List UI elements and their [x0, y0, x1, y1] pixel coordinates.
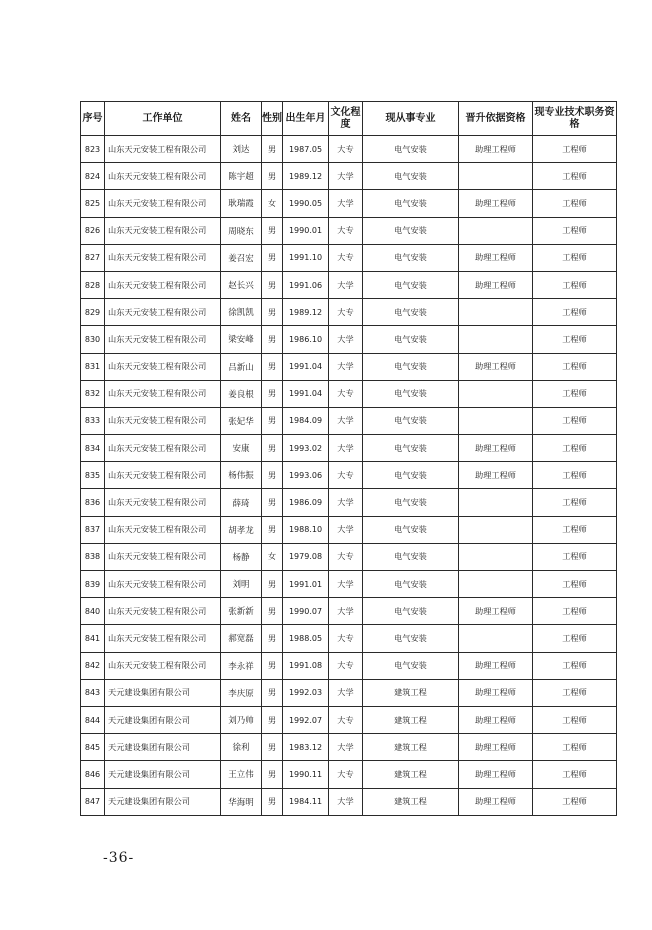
- cell-education: 大专: [329, 380, 363, 407]
- cell-seq: 830: [81, 326, 105, 353]
- cell-education: 大专: [329, 761, 363, 788]
- cell-name: 赵长兴: [221, 271, 262, 298]
- cell-birth: 1991.10: [283, 244, 329, 271]
- cell-title: 工程师: [533, 136, 617, 163]
- table-row: [81, 706, 617, 733]
- header-title: 现专业技术职务资格: [533, 102, 617, 136]
- cell-birth: 1990.01: [283, 217, 329, 244]
- table-row: [81, 407, 617, 434]
- cell-gender: 男: [262, 353, 283, 380]
- cell-unit: 天元建设集团有限公司: [105, 706, 221, 733]
- table-body: [81, 136, 617, 816]
- cell-unit: 山东天元安装工程有限公司: [105, 136, 221, 163]
- cell-gender: 男: [262, 462, 283, 489]
- cell-title: 工程师: [533, 516, 617, 543]
- cell-gender: 男: [262, 571, 283, 598]
- cell-seq: 825: [81, 190, 105, 217]
- cell-title: 工程师: [533, 652, 617, 679]
- cell-name: 刘明: [221, 571, 262, 598]
- table-row: [81, 244, 617, 271]
- table-row: [81, 462, 617, 489]
- cell-basis: [459, 489, 533, 516]
- cell-title: 工程师: [533, 761, 617, 788]
- cell-title: 工程师: [533, 244, 617, 271]
- table-row: [81, 136, 617, 163]
- cell-gender: 男: [262, 380, 283, 407]
- cell-unit: 山东天元安装工程有限公司: [105, 625, 221, 652]
- cell-unit: 山东天元安装工程有限公司: [105, 652, 221, 679]
- cell-gender: 男: [262, 217, 283, 244]
- cell-gender: 男: [262, 244, 283, 271]
- cell-major: 建筑工程: [363, 788, 459, 815]
- cell-major: 电气安装: [363, 543, 459, 570]
- cell-education: 大学: [329, 598, 363, 625]
- table-row: [81, 761, 617, 788]
- cell-major: 电气安装: [363, 217, 459, 244]
- cell-basis: [459, 380, 533, 407]
- header-gender: 性别: [262, 102, 283, 136]
- cell-gender: 男: [262, 271, 283, 298]
- cell-seq: 834: [81, 435, 105, 462]
- cell-unit: 山东天元安装工程有限公司: [105, 489, 221, 516]
- table-row: [81, 217, 617, 244]
- cell-basis: 助理工程师: [459, 761, 533, 788]
- personnel-table: [80, 101, 617, 816]
- cell-birth: 1993.06: [283, 462, 329, 489]
- cell-birth: 1987.05: [283, 136, 329, 163]
- cell-name: 李永祥: [221, 652, 262, 679]
- cell-education: 大学: [329, 163, 363, 190]
- cell-unit: 山东天元安装工程有限公司: [105, 299, 221, 326]
- cell-title: 工程师: [533, 462, 617, 489]
- cell-basis: 助理工程师: [459, 652, 533, 679]
- header-name: 姓名: [221, 102, 262, 136]
- cell-name: 姜良根: [221, 380, 262, 407]
- cell-major: 电气安装: [363, 380, 459, 407]
- cell-title: 工程师: [533, 598, 617, 625]
- cell-birth: 1984.09: [283, 407, 329, 434]
- cell-title: 工程师: [533, 353, 617, 380]
- table-row: [81, 190, 617, 217]
- cell-seq: 823: [81, 136, 105, 163]
- cell-seq: 827: [81, 244, 105, 271]
- cell-basis: [459, 163, 533, 190]
- cell-seq: 832: [81, 380, 105, 407]
- cell-name: 陈宇超: [221, 163, 262, 190]
- cell-seq: 833: [81, 407, 105, 434]
- cell-basis: [459, 407, 533, 434]
- cell-unit: 山东天元安装工程有限公司: [105, 271, 221, 298]
- header-row: [81, 102, 617, 136]
- cell-birth: 1991.04: [283, 380, 329, 407]
- cell-education: 大学: [329, 489, 363, 516]
- cell-seq: 841: [81, 625, 105, 652]
- cell-unit: 山东天元安装工程有限公司: [105, 326, 221, 353]
- cell-major: 电气安装: [363, 516, 459, 543]
- cell-gender: 男: [262, 788, 283, 815]
- cell-title: 工程师: [533, 407, 617, 434]
- table-row: [81, 353, 617, 380]
- cell-name: 刘达: [221, 136, 262, 163]
- cell-major: 电气安装: [363, 353, 459, 380]
- cell-gender: 男: [262, 489, 283, 516]
- cell-birth: 1984.11: [283, 788, 329, 815]
- cell-name: 胡孝龙: [221, 516, 262, 543]
- cell-unit: 天元建设集团有限公司: [105, 788, 221, 815]
- header-basis: 晋升依据资格: [459, 102, 533, 136]
- cell-major: 电气安装: [363, 190, 459, 217]
- cell-title: 工程师: [533, 734, 617, 761]
- cell-major: 电气安装: [363, 271, 459, 298]
- cell-title: 工程师: [533, 271, 617, 298]
- header-unit: 工作单位: [105, 102, 221, 136]
- cell-basis: 助理工程师: [459, 598, 533, 625]
- table-header: [81, 102, 617, 136]
- cell-seq: 824: [81, 163, 105, 190]
- cell-major: 电气安装: [363, 163, 459, 190]
- cell-major: 电气安装: [363, 489, 459, 516]
- cell-major: 建筑工程: [363, 761, 459, 788]
- cell-education: 大学: [329, 353, 363, 380]
- cell-seq: 829: [81, 299, 105, 326]
- cell-birth: 1991.08: [283, 652, 329, 679]
- cell-birth: 1986.10: [283, 326, 329, 353]
- cell-birth: 1990.07: [283, 598, 329, 625]
- table-row: [81, 571, 617, 598]
- cell-major: 电气安装: [363, 598, 459, 625]
- cell-title: 工程师: [533, 571, 617, 598]
- cell-birth: 1991.04: [283, 353, 329, 380]
- table-row: [81, 652, 617, 679]
- cell-gender: 男: [262, 136, 283, 163]
- cell-seq: 840: [81, 598, 105, 625]
- cell-unit: 山东天元安装工程有限公司: [105, 435, 221, 462]
- cell-education: 大专: [329, 652, 363, 679]
- table-row: [81, 326, 617, 353]
- cell-birth: 1979.08: [283, 543, 329, 570]
- cell-education: 大学: [329, 326, 363, 353]
- cell-education: 大学: [329, 788, 363, 815]
- cell-basis: [459, 571, 533, 598]
- cell-title: 工程师: [533, 625, 617, 652]
- cell-title: 工程师: [533, 163, 617, 190]
- cell-gender: 男: [262, 407, 283, 434]
- cell-gender: 男: [262, 163, 283, 190]
- header-birth: 出生年月: [283, 102, 329, 136]
- cell-education: 大专: [329, 136, 363, 163]
- table-row: [81, 271, 617, 298]
- cell-title: 工程师: [533, 326, 617, 353]
- cell-title: 工程师: [533, 299, 617, 326]
- cell-title: 工程师: [533, 543, 617, 570]
- cell-title: 工程师: [533, 435, 617, 462]
- cell-basis: 助理工程师: [459, 734, 533, 761]
- cell-name: 李庆原: [221, 679, 262, 706]
- cell-education: 大专: [329, 706, 363, 733]
- cell-major: 电气安装: [363, 407, 459, 434]
- cell-birth: 1989.12: [283, 299, 329, 326]
- cell-seq: 826: [81, 217, 105, 244]
- cell-title: 工程师: [533, 706, 617, 733]
- table-row: [81, 625, 617, 652]
- cell-unit: 山东天元安装工程有限公司: [105, 407, 221, 434]
- cell-major: 电气安装: [363, 571, 459, 598]
- cell-seq: 845: [81, 734, 105, 761]
- cell-title: 工程师: [533, 489, 617, 516]
- cell-seq: 835: [81, 462, 105, 489]
- cell-major: 电气安装: [363, 625, 459, 652]
- cell-title: 工程师: [533, 190, 617, 217]
- cell-basis: 助理工程师: [459, 706, 533, 733]
- cell-name: 吕新山: [221, 353, 262, 380]
- cell-name: 张新新: [221, 598, 262, 625]
- cell-birth: 1992.07: [283, 706, 329, 733]
- cell-gender: 女: [262, 543, 283, 570]
- cell-birth: 1993.02: [283, 435, 329, 462]
- table-row: [81, 598, 617, 625]
- cell-education: 大学: [329, 734, 363, 761]
- cell-major: 建筑工程: [363, 706, 459, 733]
- cell-major: 电气安装: [363, 299, 459, 326]
- cell-unit: 山东天元安装工程有限公司: [105, 244, 221, 271]
- cell-education: 大专: [329, 217, 363, 244]
- cell-basis: [459, 516, 533, 543]
- cell-education: 大学: [329, 435, 363, 462]
- cell-unit: 山东天元安装工程有限公司: [105, 598, 221, 625]
- cell-gender: 男: [262, 516, 283, 543]
- cell-gender: 男: [262, 652, 283, 679]
- cell-unit: 山东天元安装工程有限公司: [105, 190, 221, 217]
- cell-unit: 山东天元安装工程有限公司: [105, 217, 221, 244]
- table-row: [81, 788, 617, 815]
- cell-birth: 1983.12: [283, 734, 329, 761]
- cell-unit: 山东天元安装工程有限公司: [105, 353, 221, 380]
- cell-name: 耿瑞霞: [221, 190, 262, 217]
- cell-unit: 天元建设集团有限公司: [105, 734, 221, 761]
- cell-education: 大专: [329, 543, 363, 570]
- cell-seq: 847: [81, 788, 105, 815]
- cell-unit: 山东天元安装工程有限公司: [105, 516, 221, 543]
- cell-unit: 山东天元安装工程有限公司: [105, 543, 221, 570]
- cell-name: 徐利: [221, 734, 262, 761]
- cell-gender: 男: [262, 679, 283, 706]
- cell-birth: 1988.10: [283, 516, 329, 543]
- cell-basis: 助理工程师: [459, 679, 533, 706]
- cell-unit: 天元建设集团有限公司: [105, 679, 221, 706]
- cell-basis: [459, 625, 533, 652]
- cell-gender: 男: [262, 299, 283, 326]
- cell-major: 建筑工程: [363, 679, 459, 706]
- header-seq: 序号: [81, 102, 105, 136]
- cell-name: 杨伟振: [221, 462, 262, 489]
- cell-name: 刘乃帅: [221, 706, 262, 733]
- cell-unit: 天元建设集团有限公司: [105, 761, 221, 788]
- cell-name: 周晓东: [221, 217, 262, 244]
- cell-title: 工程师: [533, 788, 617, 815]
- cell-name: 华海明: [221, 788, 262, 815]
- cell-gender: 男: [262, 761, 283, 788]
- cell-education: 大学: [329, 679, 363, 706]
- cell-name: 郝宽磊: [221, 625, 262, 652]
- cell-education: 大学: [329, 271, 363, 298]
- cell-seq: 844: [81, 706, 105, 733]
- table-row: [81, 516, 617, 543]
- cell-basis: [459, 217, 533, 244]
- cell-unit: 山东天元安装工程有限公司: [105, 571, 221, 598]
- cell-education: 大专: [329, 625, 363, 652]
- cell-seq: 831: [81, 353, 105, 380]
- cell-name: 徐凯凯: [221, 299, 262, 326]
- cell-education: 大学: [329, 407, 363, 434]
- cell-basis: 助理工程师: [459, 788, 533, 815]
- cell-gender: 男: [262, 734, 283, 761]
- cell-education: 大学: [329, 190, 363, 217]
- table-row: [81, 679, 617, 706]
- cell-name: 安康: [221, 435, 262, 462]
- cell-birth: 1990.05: [283, 190, 329, 217]
- cell-name: 姜召宏: [221, 244, 262, 271]
- table-row: [81, 380, 617, 407]
- cell-major: 电气安装: [363, 462, 459, 489]
- cell-gender: 男: [262, 625, 283, 652]
- cell-seq: 843: [81, 679, 105, 706]
- cell-unit: 山东天元安装工程有限公司: [105, 163, 221, 190]
- cell-basis: [459, 326, 533, 353]
- cell-basis: [459, 299, 533, 326]
- cell-major: 电气安装: [363, 435, 459, 462]
- cell-seq: 828: [81, 271, 105, 298]
- cell-birth: 1992.03: [283, 679, 329, 706]
- cell-basis: 助理工程师: [459, 136, 533, 163]
- cell-education: 大学: [329, 571, 363, 598]
- cell-name: 杨静: [221, 543, 262, 570]
- cell-basis: [459, 543, 533, 570]
- cell-major: 电气安装: [363, 652, 459, 679]
- cell-name: 王立伟: [221, 761, 262, 788]
- cell-basis: 助理工程师: [459, 190, 533, 217]
- table-row: [81, 299, 617, 326]
- cell-major: 电气安装: [363, 326, 459, 353]
- cell-seq: 839: [81, 571, 105, 598]
- cell-major: 建筑工程: [363, 734, 459, 761]
- cell-education: 大专: [329, 462, 363, 489]
- cell-education: 大专: [329, 299, 363, 326]
- cell-basis: 助理工程师: [459, 271, 533, 298]
- cell-name: 薛琦: [221, 489, 262, 516]
- cell-gender: 男: [262, 326, 283, 353]
- cell-title: 工程师: [533, 679, 617, 706]
- page-number: -36-: [103, 850, 135, 866]
- cell-title: 工程师: [533, 380, 617, 407]
- cell-seq: 838: [81, 543, 105, 570]
- cell-major: 电气安装: [363, 136, 459, 163]
- cell-seq: 836: [81, 489, 105, 516]
- cell-basis: 助理工程师: [459, 244, 533, 271]
- cell-name: 梁安峰: [221, 326, 262, 353]
- table-row: [81, 734, 617, 761]
- cell-basis: 助理工程师: [459, 353, 533, 380]
- table-row: [81, 435, 617, 462]
- header-education: 文化程度: [329, 102, 363, 136]
- header-major: 现从事专业: [363, 102, 459, 136]
- cell-gender: 女: [262, 190, 283, 217]
- table-row: [81, 543, 617, 570]
- cell-birth: 1986.09: [283, 489, 329, 516]
- cell-birth: 1988.05: [283, 625, 329, 652]
- cell-seq: 846: [81, 761, 105, 788]
- cell-birth: 1990.11: [283, 761, 329, 788]
- cell-basis: 助理工程师: [459, 462, 533, 489]
- cell-education: 大学: [329, 516, 363, 543]
- cell-birth: 1991.01: [283, 571, 329, 598]
- cell-gender: 男: [262, 435, 283, 462]
- cell-basis: 助理工程师: [459, 435, 533, 462]
- cell-seq: 842: [81, 652, 105, 679]
- cell-birth: 1991.06: [283, 271, 329, 298]
- cell-education: 大专: [329, 244, 363, 271]
- cell-birth: 1989.12: [283, 163, 329, 190]
- cell-unit: 山东天元安装工程有限公司: [105, 462, 221, 489]
- cell-major: 电气安装: [363, 244, 459, 271]
- table-row: [81, 163, 617, 190]
- cell-title: 工程师: [533, 217, 617, 244]
- cell-gender: 男: [262, 598, 283, 625]
- cell-name: 张妃华: [221, 407, 262, 434]
- cell-seq: 837: [81, 516, 105, 543]
- table-row: [81, 489, 617, 516]
- cell-gender: 男: [262, 706, 283, 733]
- cell-unit: 山东天元安装工程有限公司: [105, 380, 221, 407]
